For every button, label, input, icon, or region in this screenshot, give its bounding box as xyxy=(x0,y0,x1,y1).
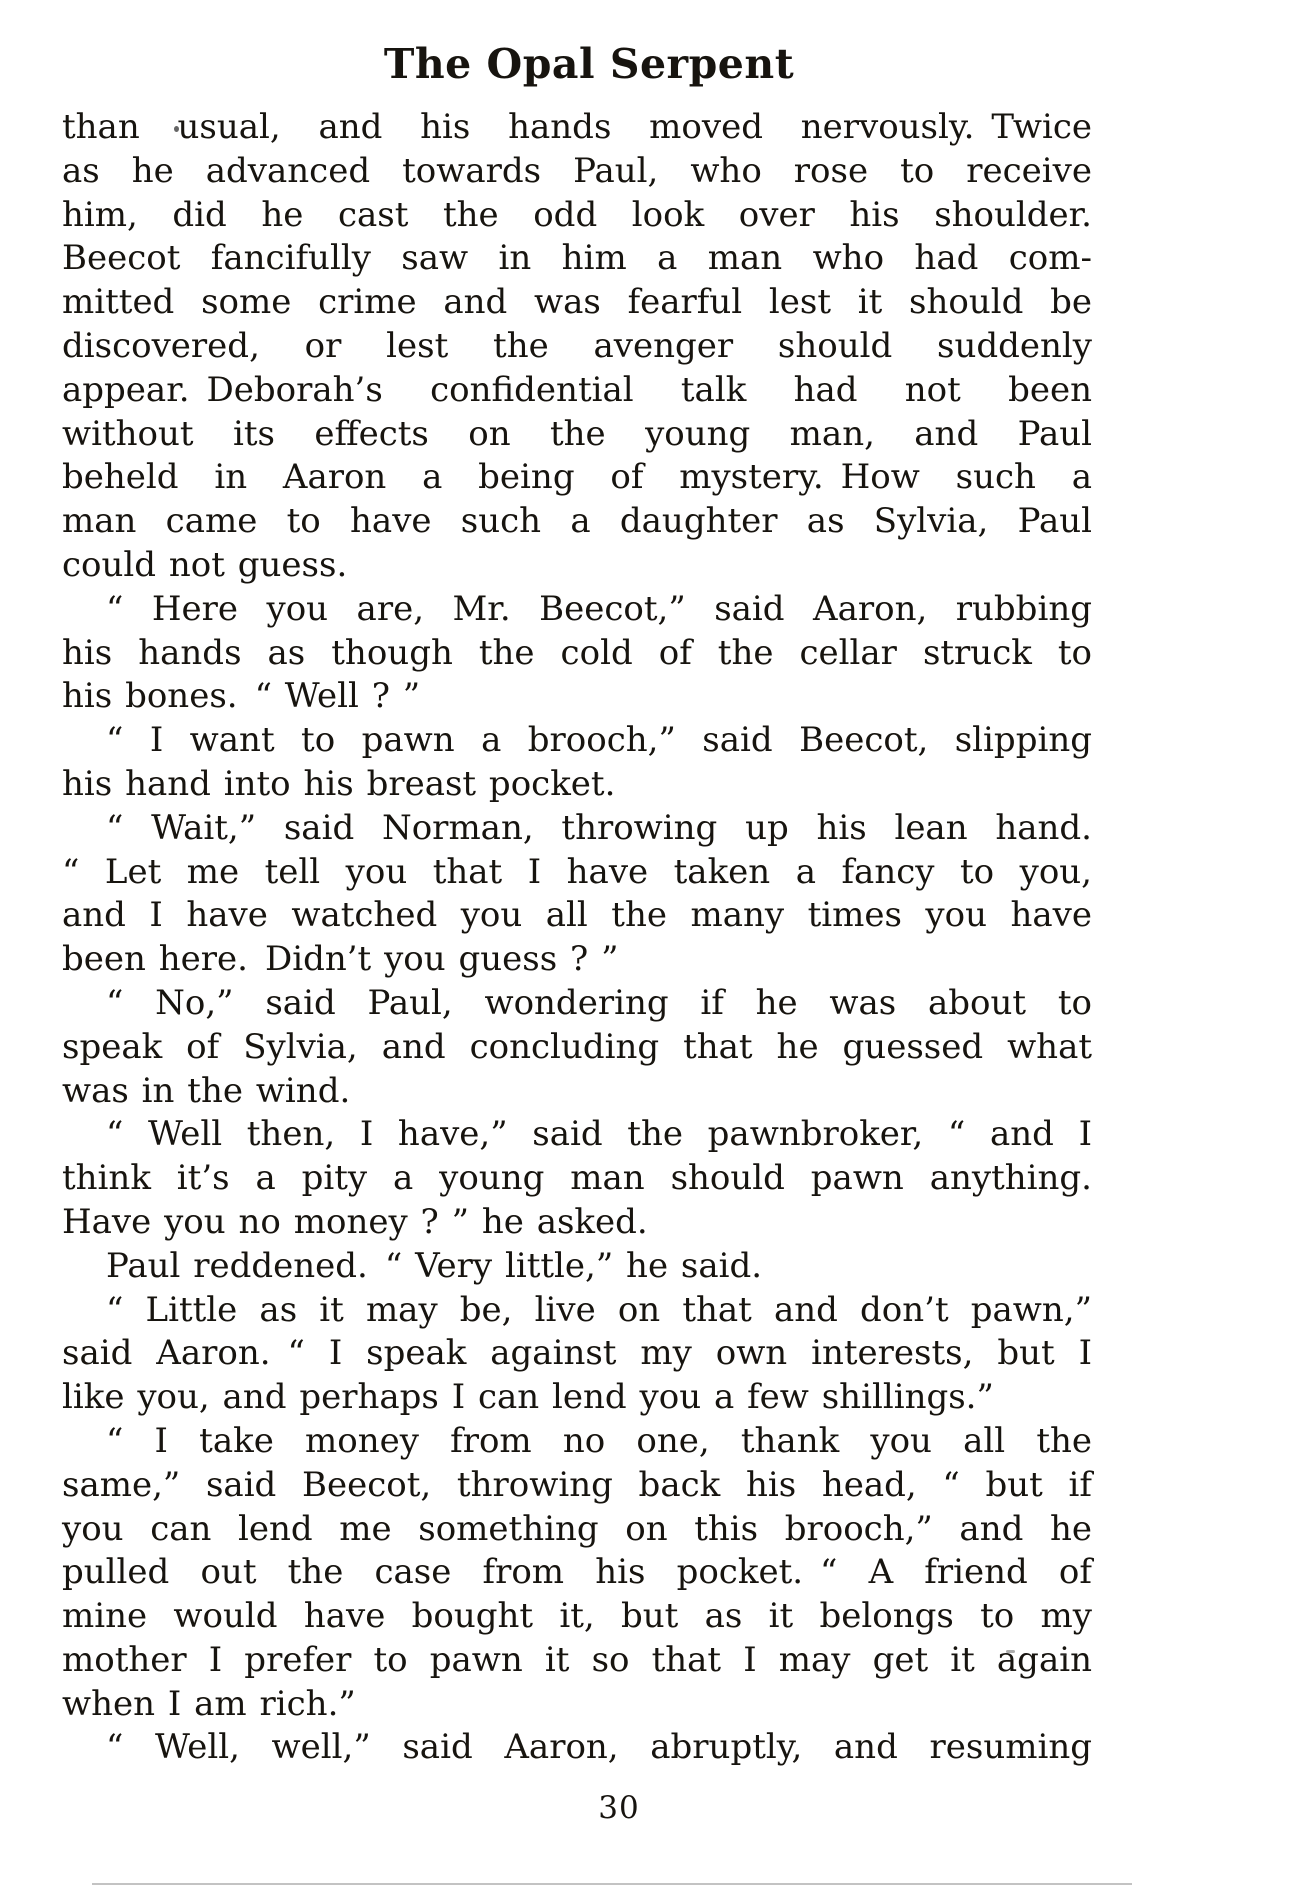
text-line: his hand into his breast pocket. xyxy=(62,763,616,804)
text-line: his bones. “ Well ? ” xyxy=(62,676,421,717)
text-line: said Aaron. “ I speak against my own interests, but I xyxy=(62,1333,1092,1374)
text-line: without its effects on the young man, and Paul xyxy=(62,413,1092,454)
text-line: pulled out the case from his pocket. “ A friend of xyxy=(62,1552,1092,1593)
text-line: Have you no money ? ” he asked. xyxy=(62,1201,648,1242)
text-line: “ Well, well,” said Aaron, abruptly, and resuming xyxy=(106,1727,1092,1768)
text-line: his hands as though the cold of the cellar struck to xyxy=(62,632,1092,673)
text-line: appear. Deborah’s confidential talk had not been xyxy=(62,369,1092,410)
text-line: him, did he cast the odd look over his shoulder. xyxy=(62,194,1092,235)
text-line: “ I want to pawn a brooch,” said Beecot, slipping xyxy=(106,720,1092,761)
text-line: beheld in Aaron a being of mystery. How such a xyxy=(62,457,1092,498)
text-line: been here. Didn’t you guess ? ” xyxy=(62,939,619,980)
text-line: “ I take money from no one, thank you all the xyxy=(106,1420,1092,1461)
scan-edge-line xyxy=(92,1883,1132,1885)
text-line: “ Let me tell you that I have taken a fancy to you, xyxy=(62,851,1092,892)
text-line: Beecot fancifully saw in him a man who had com- xyxy=(62,238,1092,279)
text-line: than usual, and his hands moved nervously. Twice xyxy=(62,107,1092,147)
text-line: when I am rich.” xyxy=(62,1683,356,1724)
text-line: think it’s a pity a young man should pawn anything. xyxy=(62,1158,1092,1199)
page-number: 30 xyxy=(598,1790,640,1826)
text-line: Paul reddened. “ Very little,” he said. xyxy=(106,1245,763,1286)
text-line: “ Here you are, Mr. Beecot,” said Aaron, rubbing xyxy=(106,588,1092,629)
text-line: was in the wind. xyxy=(62,1070,351,1111)
text-line: mitted some crime and was fearful lest it should be xyxy=(62,282,1092,323)
text-line: like you, and perhaps I can lend you a few shillings.” xyxy=(62,1377,994,1418)
body-text xyxy=(62,106,1092,1770)
text-line: “ Wait,” said Norman, throwing up his lean hand. xyxy=(106,807,1092,848)
text-line: same,” said Beecot, throwing back his head, “ but if xyxy=(62,1464,1092,1505)
text-line: “ Little as it may be, live on that and don’t pawn,” xyxy=(106,1289,1092,1330)
text-line: and I have watched you all the many times you have xyxy=(62,895,1092,936)
text-line: as he advanced towards Paul, who rose to receive xyxy=(62,150,1092,191)
ink-speck xyxy=(1060,1653,1067,1656)
text-line: mother I prefer to pawn it so that I may get it again xyxy=(62,1639,1092,1680)
text-line: speak of Sylvia, and concluding that he guessed what xyxy=(62,1026,1092,1067)
text-line: discovered, or lest the avenger should suddenly xyxy=(62,325,1092,366)
text-line: mine would have bought it, but as it belongs to my xyxy=(62,1596,1092,1637)
ink-speck xyxy=(1006,1650,1015,1653)
text-line: man came to have such a daughter as Sylvia, Paul xyxy=(62,501,1092,542)
running-title: The Opal Serpent xyxy=(383,40,795,88)
text-line: “ Well then, I have,” said the pawnbroker, “ and I xyxy=(106,1114,1092,1155)
text-line: you can lend me something on this brooch,” and he xyxy=(62,1508,1092,1549)
text-line: could not guess. xyxy=(62,544,348,585)
text-line: “ No,” said Paul, wondering if he was about to xyxy=(106,982,1092,1023)
